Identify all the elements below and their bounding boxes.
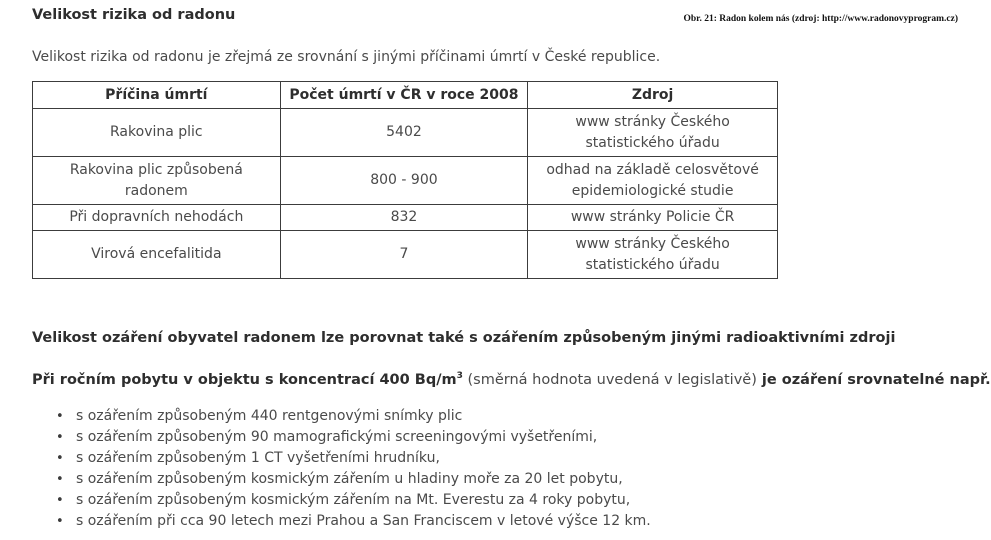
header-source: Zdroj (528, 82, 778, 109)
table-row (33, 205, 778, 231)
cell-deaths: 832 (280, 205, 528, 231)
list-item (52, 427, 651, 448)
sentence-bold-ending: je ozáření srovnatelné např. (756, 371, 991, 388)
sentence-bold-part: Při ročním pobytu v objektu s koncentrací 400 Bq/m (32, 371, 457, 388)
cell-cause: Virová encefalitida (33, 231, 281, 279)
table-row (33, 157, 778, 205)
list-item-text: s ozářením způsobeným kosmickým zářením na Mt. Everestu za 4 roky pobytu, (76, 492, 631, 508)
cell-source-line: www stránky Českého (575, 113, 730, 130)
cell-source: www stránky Policie ČR (528, 205, 778, 231)
cell-source (528, 157, 778, 205)
list-item (52, 406, 651, 427)
list-item-text: s ozářením při cca 90 letech mezi Prahou a San Franciscem v letové výšce 12 km. (76, 513, 651, 529)
cell-source-line: statistického úřadu (585, 256, 720, 273)
table-header-row (33, 82, 778, 109)
sentence-note: (směrná hodnota uvedená v legislativě) (462, 371, 757, 388)
bullet-icon: • (56, 472, 64, 487)
exposure-list (52, 406, 651, 532)
intro-paragraph: Velikost rizika od radonu je zřejmá ze srovnání s jinými příčinami úmrtí v České republice. (32, 49, 661, 65)
list-item-text: s ozářením způsobeným kosmickým zářením u hladiny moře za 20 let pobytu, (76, 471, 623, 487)
section-title-comparison: Velikost ozáření obyvatel radonem lze porovnat také s ozářením způsobeným jinými radioaktivními zdroji (32, 330, 896, 346)
table-row (33, 109, 778, 157)
cell-source-line: odhad na základě celosvětové (546, 161, 759, 178)
cell-source (528, 109, 778, 157)
mortality-table (32, 81, 778, 279)
list-item-text: s ozářením způsobeným 1 CT vyšetřeními hrudníku, (76, 450, 440, 466)
list-item-text: s ozářením způsobeným 440 rentgenovými snímky plic (76, 408, 463, 424)
cell-deaths: 7 (280, 231, 528, 279)
list-item (52, 469, 651, 490)
header-deaths: Počet úmrtí v ČR v roce 2008 (280, 82, 528, 109)
bullet-icon: • (56, 451, 64, 466)
bullet-icon: • (56, 514, 64, 529)
cell-cause (33, 157, 281, 205)
cell-source (528, 231, 778, 279)
list-item-text: s ozářením způsobeným 90 mamografickými screeningovými vyšetřeními, (76, 429, 598, 445)
cell-deaths: 800 - 900 (280, 157, 528, 205)
cell-cause: Při dopravních nehodách (33, 205, 281, 231)
cell-cause-line: Rakovina plic způsobená (69, 161, 243, 178)
cell-source-line: statistického úřadu (585, 134, 720, 151)
bullet-icon: • (56, 430, 64, 445)
cell-cause-line: radonem (124, 182, 188, 199)
list-item (52, 511, 651, 532)
list-item (52, 448, 651, 469)
bullet-icon: • (56, 493, 64, 508)
section-title-radon-risk: Velikost rizika od radonu (32, 7, 236, 23)
list-item (52, 490, 651, 511)
figure-caption: Obr. 21: Radon kolem nás (zdroj: http://www.radonovyprogram.cz) (683, 14, 958, 24)
bullet-icon: • (56, 409, 64, 424)
cell-cause: Rakovina plic (33, 109, 281, 157)
cell-deaths: 5402 (280, 109, 528, 157)
cell-source-line: www stránky Českého (575, 235, 730, 252)
table-row (33, 231, 778, 279)
concentration-sentence (32, 371, 991, 388)
header-cause: Příčina úmrtí (33, 82, 281, 109)
unit-superscript: 3 (456, 371, 463, 381)
cell-source-line: epidemiologické studie (571, 182, 734, 199)
